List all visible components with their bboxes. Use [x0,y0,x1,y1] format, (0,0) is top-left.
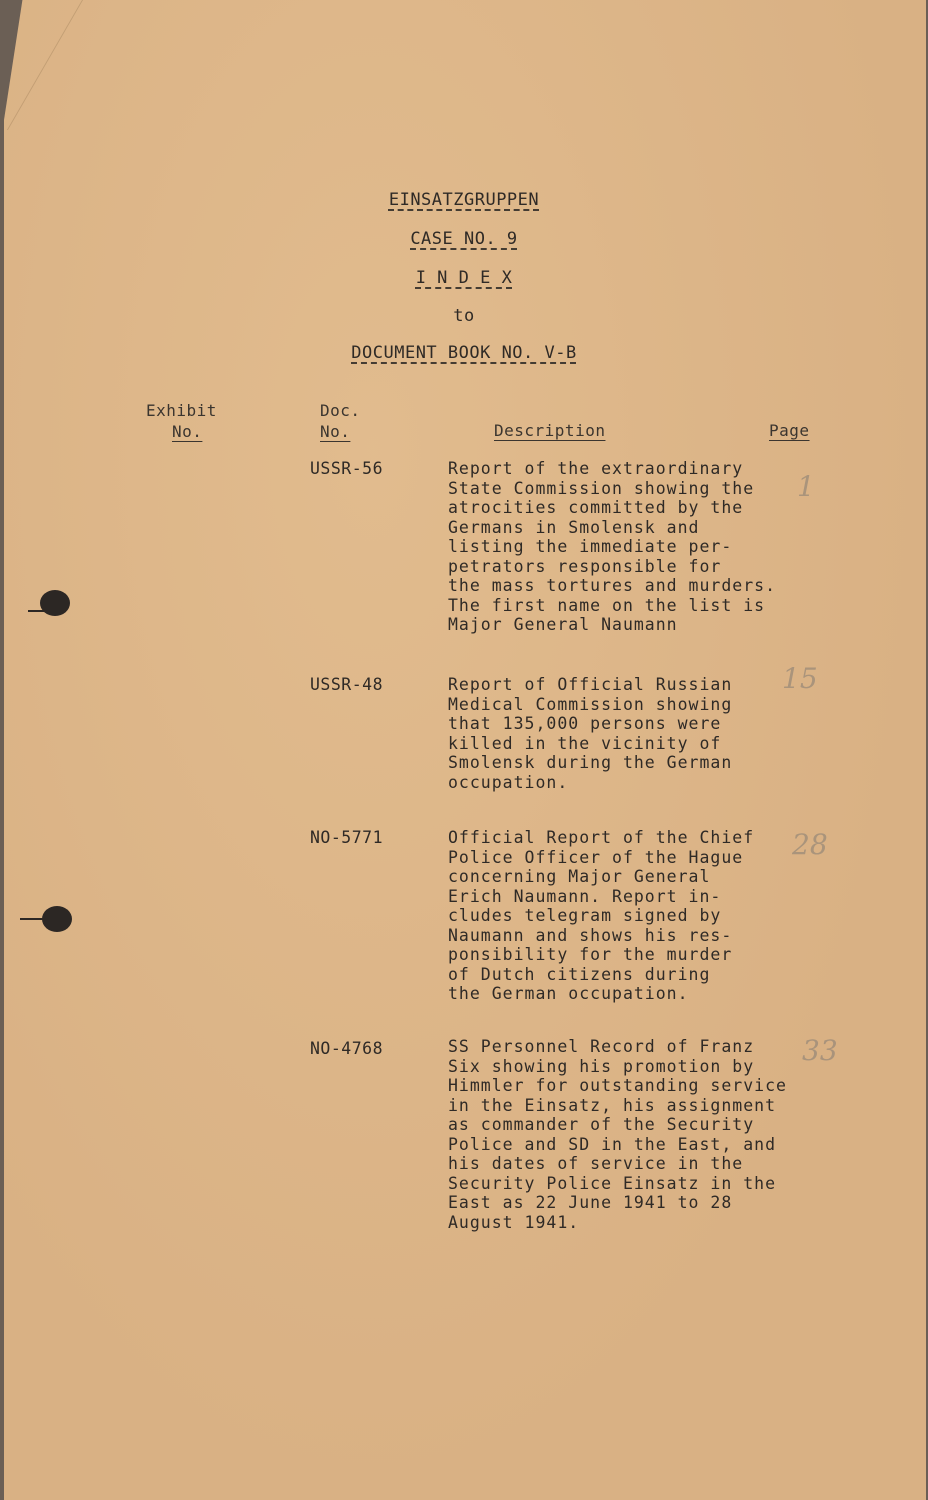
entry-page-number: 28 [792,828,828,861]
punch-hole-mark [28,610,48,612]
description-header: Description [494,421,606,440]
entry-page-number: 33 [802,1034,838,1067]
entry-description: SS Personnel Record of Franz Six showing his promotion by Himmler for outstanding service in the Einsatz, his assignment as commander of the Security Police and SD in the East, and his dates of service in the Security Police Einsatz in the East as 22 June 1941 to 28 August 1941. [448,1037,787,1232]
entry-doc-number: NO-4768 [310,1039,384,1058]
punch-hole [40,590,70,616]
document-title: EINSATZGRUPPEN [388,190,540,210]
entry-doc-number: USSR-48 [310,675,384,694]
exhibit-header-line2: No. [172,422,203,441]
folded-corner [0,0,83,130]
entry-doc-number: NO-5771 [310,828,384,847]
punch-hole-mark [20,918,50,920]
entry-doc-number: USSR-56 [310,459,384,478]
doc-header-line1: Doc. [320,401,361,420]
entry-page-number: 1 [797,470,815,503]
index-to: to [453,306,475,326]
entry-description: Report of Official Russian Medical Commission showing that 135,000 persons were killed in the vicinity of Smolensk during the German occupation. [448,675,733,792]
entry-description: Report of the extraordinary State Commission showing the atrocities committed by the Germans in Smolensk and listing the immediate per- petrators responsible for the mass tortures and murders. The first name on the list is Major General Naumann [448,459,777,634]
document-book-number: DOCUMENT BOOK NO. V-B [351,343,577,363]
index-heading: I N D E X [415,268,513,288]
doc-header-line2: No. [320,422,351,441]
entry-description: Official Report of the Chief Police Officer of the Hague concerning Major General Erich Naumann. Report in- cludes telegram signed by Naumann and shows his res- ponsibility for the murder of Dutch citizens during the German occupation. [448,828,755,1003]
page-header: Page [769,421,810,440]
exhibit-header-line1: Exhibit [146,401,217,420]
entry-page-number: 15 [782,662,818,695]
case-number: CASE NO. 9 [410,229,518,249]
